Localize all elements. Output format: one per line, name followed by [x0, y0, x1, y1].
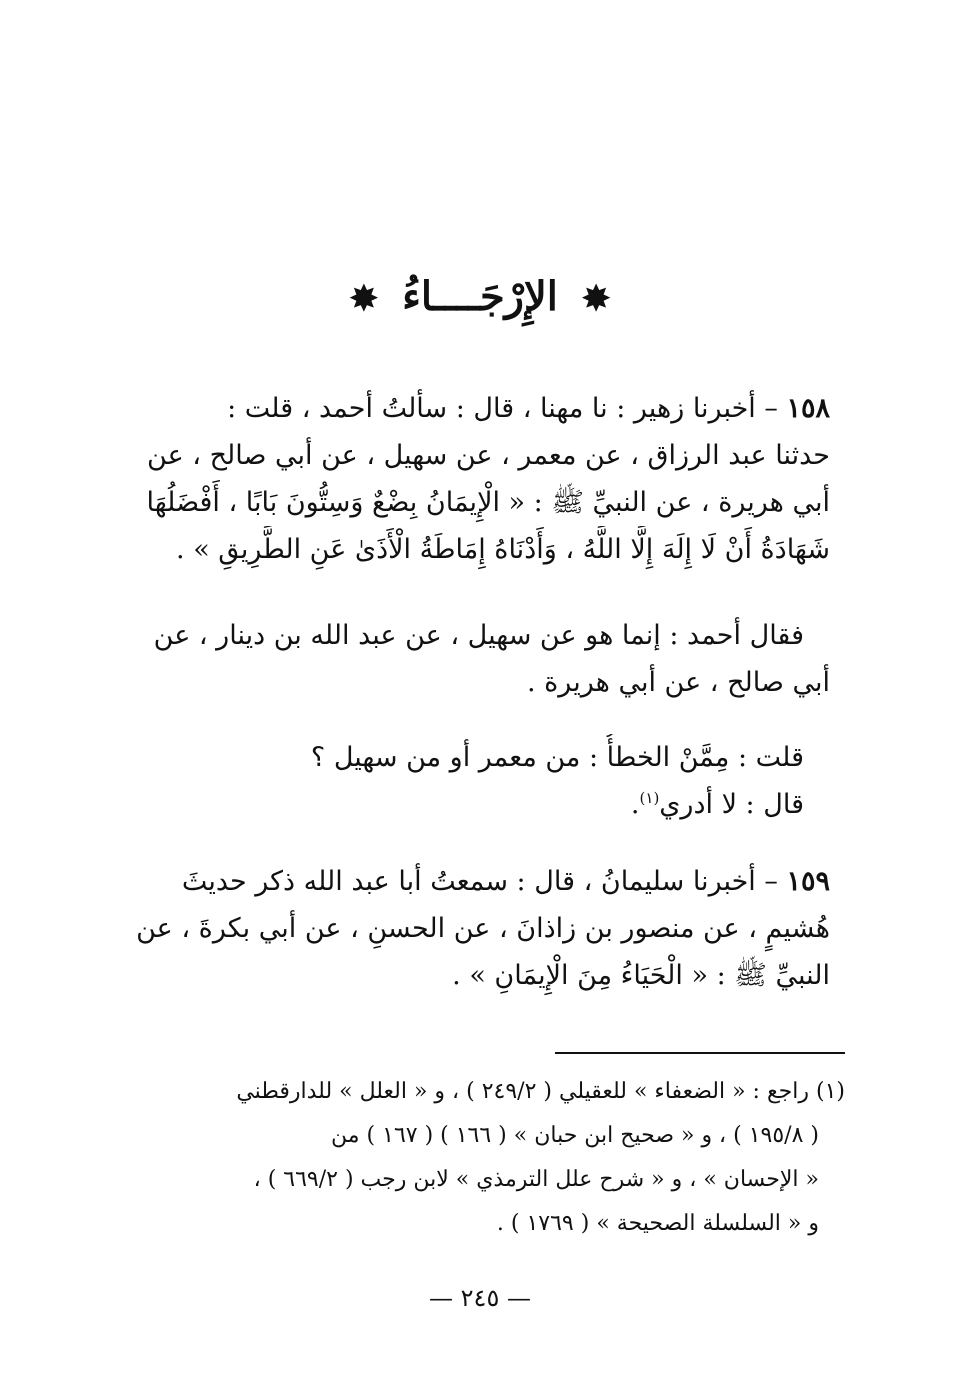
star-ornament-icon: ✸ — [581, 279, 611, 319]
hadith-158-line-1: ١٥٨ – أخبرنا زهير : نا مهنا ، قال : سألتُ أحمد ، قلت : — [227, 393, 830, 424]
footnote-separator — [555, 1052, 845, 1054]
footnote-reference: (١) — [639, 789, 660, 807]
ahmad-comment-line-1: فقال أحمد : إنما هو عن سهيل ، عن عبد الله بن دينار ، عن — [153, 620, 804, 651]
hadith-159-line-2: هُشيمٍ ، عن منصور بن زاذانَ ، عن الحسنِ ، عن أبي بكرةَ ، عن — [136, 913, 830, 944]
ahmad-comment — [115, 612, 830, 706]
star-ornament-icon: ✸ — [349, 279, 379, 319]
footnote-line-4: و « السلسلة الصحيحة » ( ١٧٦٩ ) . — [496, 1211, 819, 1236]
ahmad-comment-line-2: أبي صالح ، عن أبي هريرة . — [527, 667, 830, 698]
footnote-line-2: ( ١٩٥/٨ ) ، و « صحيح ابن حبان » ( ١٦٦ ) ( ١٦٧ ) من — [331, 1123, 819, 1148]
chapter-title — [0, 262, 960, 334]
footnote-line-1: (١) راجع : « الضعفاء » للعقيلي ( ٢٤٩/٢ ) ، و « العلل » للدارقطني — [236, 1079, 845, 1104]
answer-line: قال : لا أدري$^{(١)}$. — [630, 789, 804, 820]
hadith-158 — [115, 385, 830, 573]
hadith-159-line-3: النبيِّ ﷺ : « الْحَيَاءُ مِنَ الْإِيمَانِ » . — [452, 960, 830, 991]
footnotes — [115, 1070, 845, 1246]
hadith-158-line-3: أبي هريرة ، عن النبيِّ ﷺ : « الْإِيمَانُ بِضْعٌ وَسِتُّونَ بَابًا ، أَفْضَلُهَا — [146, 487, 830, 518]
page-number: — ٢٤٥ — — [429, 1284, 531, 1312]
hadith-158-line-4: شَهَادَةُ أَنْ لَا إِلَهَ إِلَّا اللَّهُ ، وَأَدْنَاهُ إِمَاطَةُ الْأَذَىٰ عَنِ الطَّرِيقِ » . — [176, 534, 830, 565]
question-line: قلت : مِمَّنْ الخطأُ : من معمر أو من سهيل ؟ — [310, 742, 804, 773]
hadith-number: ١٥٩ — [786, 866, 830, 897]
hadith-158-line-2: حدثنا عبد الرزاق ، عن معمر ، عن سهيل ، عن أبي صالح ، عن — [147, 440, 830, 471]
chapter-title-text: الإِرْجَــــاءُ — [402, 273, 558, 320]
hadith-159-line-1: ١٥٩ – أخبرنا سليمانُ ، قال : سمعتُ أبا عبد الله ذكر حديثَ — [181, 866, 830, 897]
hadith-159 — [115, 858, 830, 999]
footnote-line-3: « الإحسان » ، و « شرح علل الترمذي » لابن رجب ( ٦٦٩/٢ ) ، — [253, 1167, 819, 1192]
hadith-number: ١٥٨ — [786, 393, 830, 424]
question-answer — [115, 734, 830, 828]
